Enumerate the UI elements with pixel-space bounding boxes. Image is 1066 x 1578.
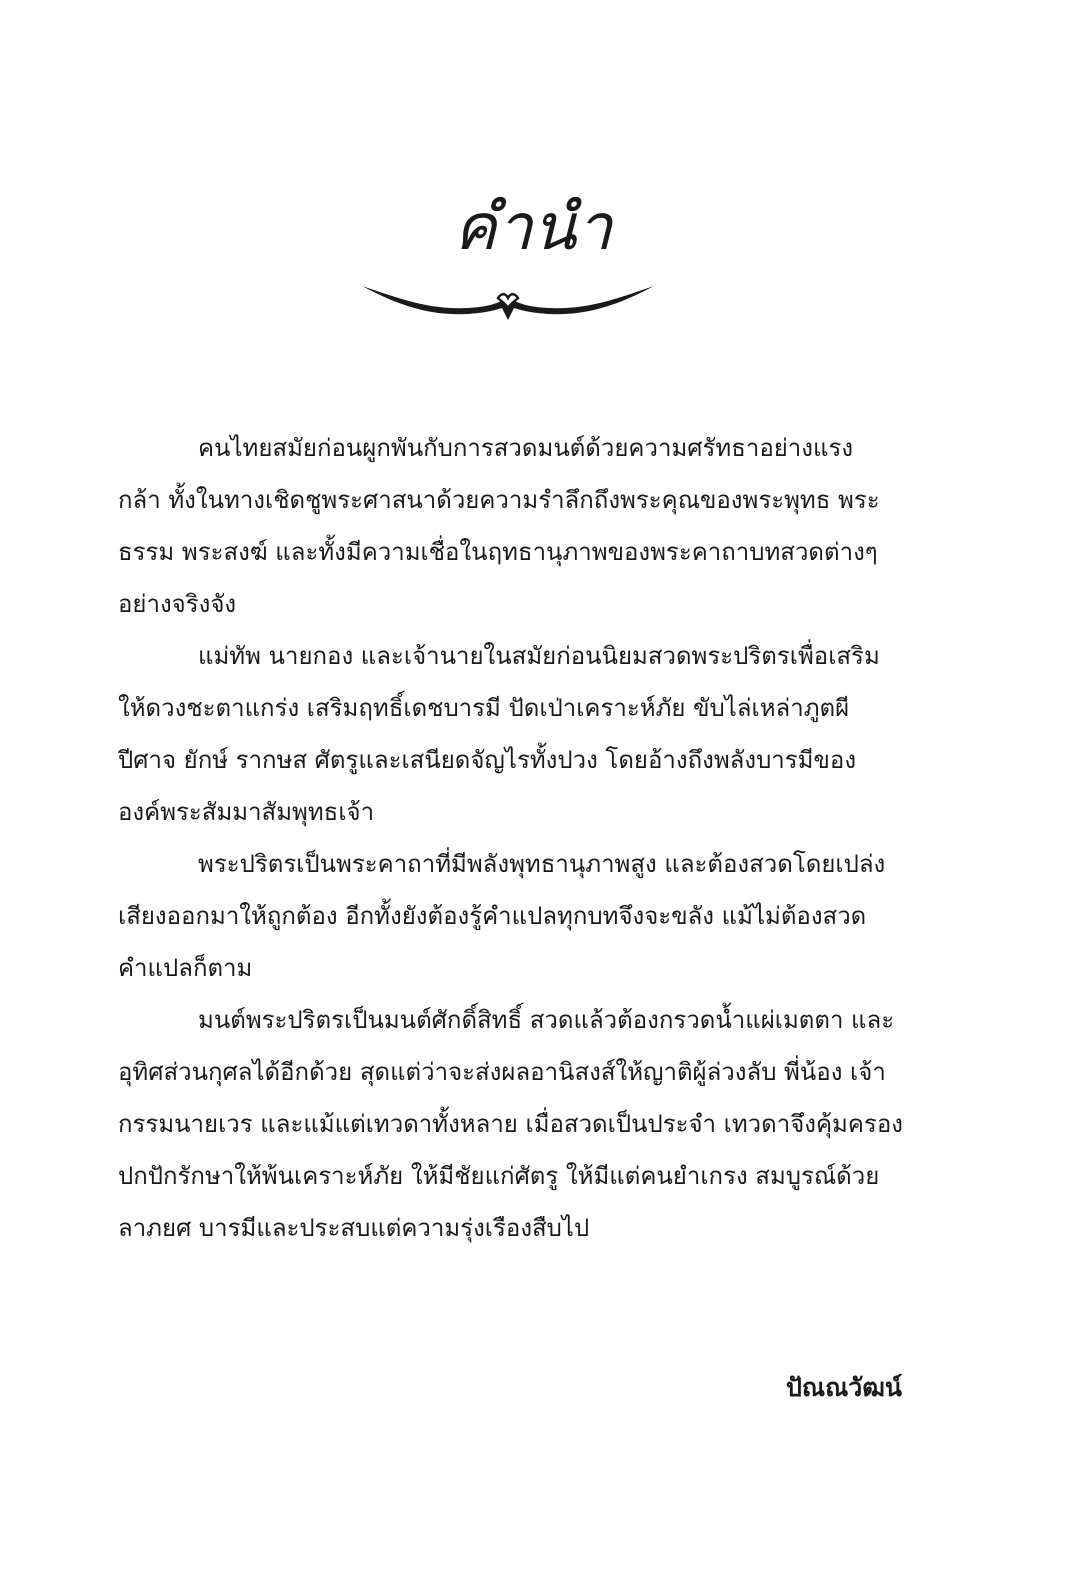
paragraph-line: ปกปักรักษาให้พ้นเคราะห์ภัย ให้มีชัยแก่ศัตรู ให้มีแต่คนยำเกรง สมบูรณ์ด้วย — [118, 1162, 880, 1190]
paragraph-line: อุทิศส่วนกุศลได้อีกด้วย สุดแต่ว่าจะส่งผลอานิสงส์ให้ญาติผู้ล่วงลับ พี่น้อง เจ้า — [118, 1058, 886, 1086]
paragraph-line: กรรมนายเวร และแม้แต่เทวดาทั้งหลาย เมื่อสวดเป็นประจำ เทวดาจึงคุ้มครอง — [118, 1110, 903, 1138]
decorative-swirl-divider-icon — [358, 270, 658, 326]
paragraph-line: แม่ทัพ นายกอง และเจ้านายในสมัยก่อนนิยมสวดพระปริตรเพื่อเสริม — [198, 642, 880, 670]
paragraph-line: คำแปลก็ตาม — [118, 954, 253, 982]
paragraph-line: องค์พระสัมมาสัมพุทธเจ้า — [118, 798, 375, 826]
paragraph-line: เสียงออกมาให้ถูกต้อง อีกทั้งยังต้องรู้คำแปลทุกบทจึงจะขลัง แม้ไม่ต้องสวด — [118, 902, 867, 930]
page-title: คำนำ — [453, 191, 613, 265]
paragraph-line: ให้ดวงชะตาแกร่ง เสริมฤทธิ์เดชบารมี ปัดเป่าเคราะห์ภัย ขับไล่เหล่าภูตผี — [118, 694, 850, 722]
paragraph-line: ลาภยศ บารมีและประสบแต่ความรุ่งเรืองสืบไป — [118, 1214, 590, 1242]
paragraph-line: อย่างจริงจัง — [118, 590, 237, 618]
paragraph-line: คนไทยสมัยก่อนผูกพันกับการสวดมนต์ด้วยความศรัทธาอย่างแรง — [198, 434, 854, 462]
author-signature: ปัณณวัฒน์ — [786, 1373, 902, 1402]
paragraph-line: ธรรม พระสงฆ์ และทั้งมีความเชื่อในฤทธานุภาพของพระคาถาบทสวดต่างๆ — [118, 538, 878, 566]
paragraph-line: ปีศาจ ยักษ์ รากษส ศัตรูและเสนียดจัญไรทั้งปวง โดยอ้างถึงพลังบารมีของ — [118, 746, 857, 774]
preface-body — [118, 422, 903, 1254]
paragraph-line: มนต์พระปริตรเป็นมนต์ศักดิ์สิทธิ์ สวดแล้วต้องกรวดน้ำแผ่เมตตา และ — [198, 1006, 895, 1034]
paragraph-line: กล้า ทั้งในทางเชิดชูพระศาสนาด้วยความรำลึกถึงพระคุณของพระพุทธ พระ — [118, 486, 880, 514]
paragraph-line: พระปริตรเป็นพระคาถาที่มีพลังพุทธานุภาพสูง และต้องสวดโดยเปล่ง — [198, 850, 886, 878]
